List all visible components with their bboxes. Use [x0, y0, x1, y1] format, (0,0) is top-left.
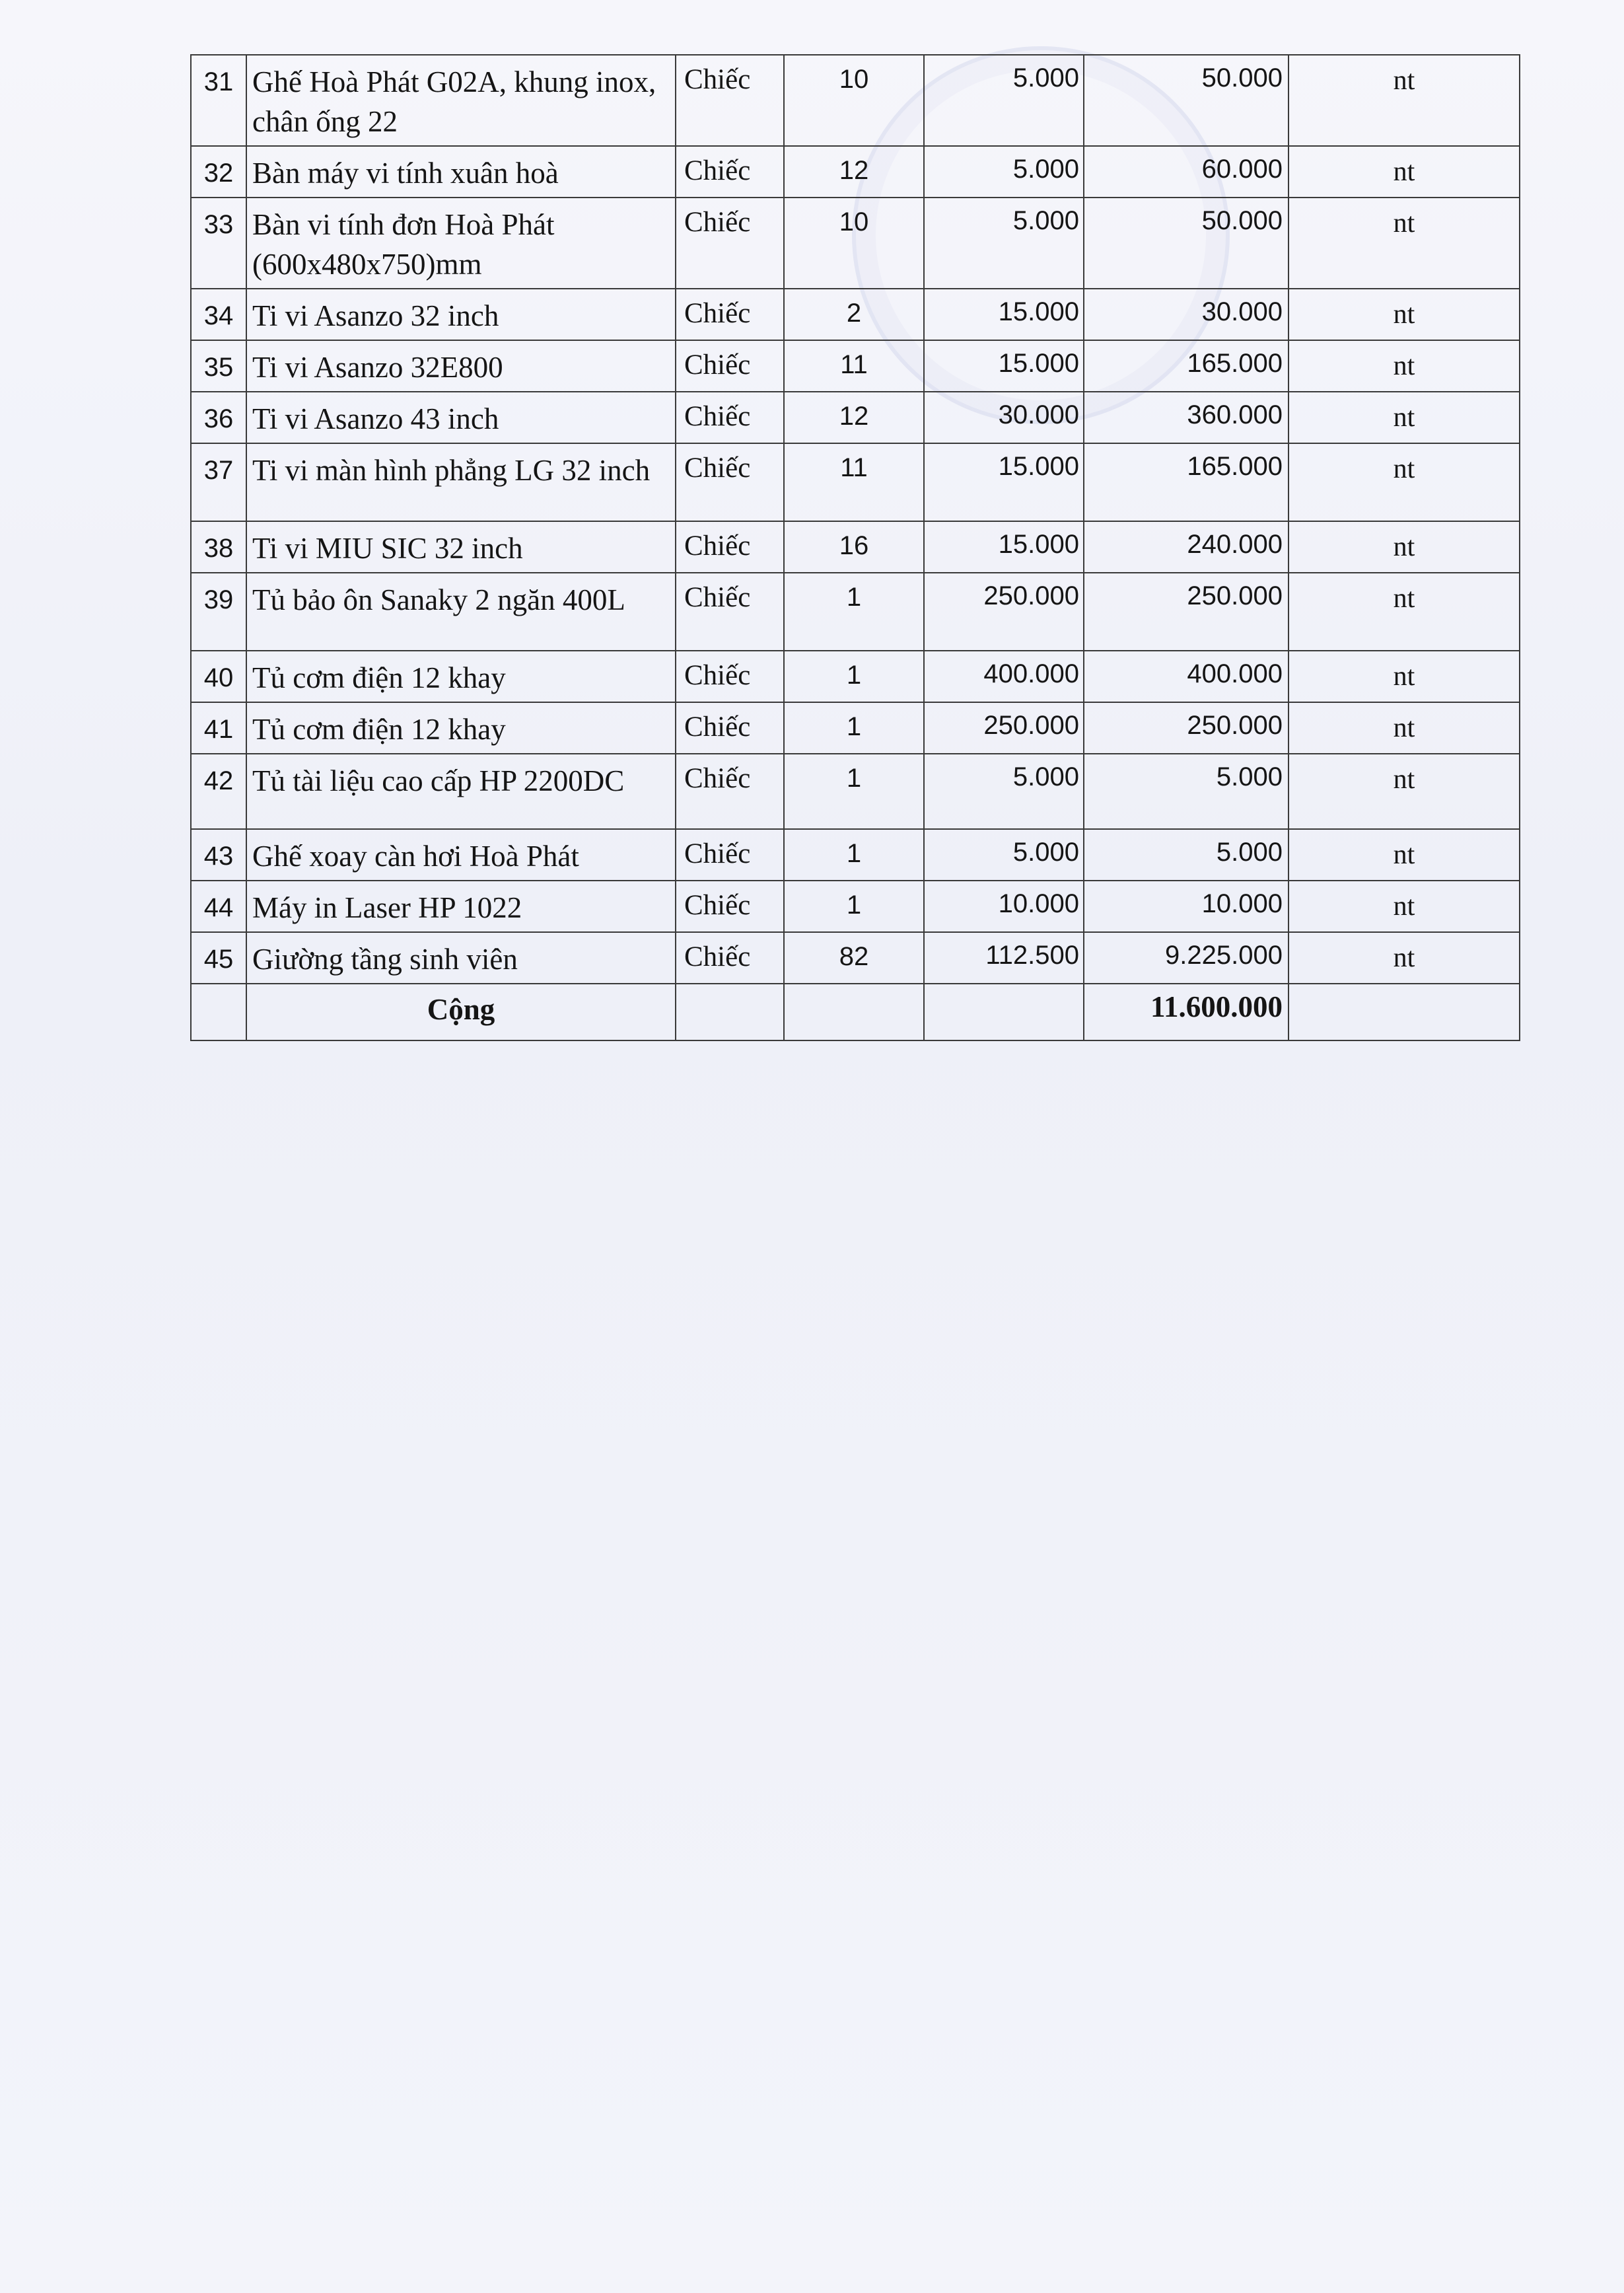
item-name: Bàn máy vi tính xuân hoà — [246, 146, 676, 198]
item-unit: Chiếc — [676, 340, 784, 392]
item-unit: Chiếc — [676, 651, 784, 702]
item-unit: Chiếc — [676, 392, 784, 443]
item-quantity: 10 — [784, 198, 924, 289]
item-unit-price: 5.000 — [924, 146, 1084, 198]
item-unit: Chiếc — [676, 289, 784, 340]
item-quantity: 1 — [784, 702, 924, 754]
item-unit: Chiếc — [676, 146, 784, 198]
item-note: nt — [1289, 198, 1520, 289]
item-unit: Chiếc — [676, 754, 784, 829]
item-unit: Chiếc — [676, 521, 784, 573]
item-total: 165.000 — [1084, 443, 1289, 521]
item-unit-price: 15.000 — [924, 521, 1084, 573]
total-qty-cell — [784, 984, 924, 1040]
total-label: Cộng — [246, 984, 676, 1040]
item-quantity: 11 — [784, 340, 924, 392]
item-note: nt — [1289, 881, 1520, 932]
item-name: Ti vi Asanzo 43 inch — [246, 392, 676, 443]
table-row — [191, 702, 1520, 754]
table-row — [191, 881, 1520, 932]
item-quantity: 1 — [784, 754, 924, 829]
row-number: 40 — [191, 651, 246, 702]
row-number: 42 — [191, 754, 246, 829]
row-number: 38 — [191, 521, 246, 573]
table-row — [191, 932, 1520, 984]
items-table-body — [191, 55, 1520, 984]
item-unit-price: 400.000 — [924, 651, 1084, 702]
total-price-cell — [924, 984, 1084, 1040]
item-unit: Chiếc — [676, 881, 784, 932]
item-total: 250.000 — [1084, 573, 1289, 651]
item-quantity: 2 — [784, 289, 924, 340]
item-total: 60.000 — [1084, 146, 1289, 198]
item-total: 360.000 — [1084, 392, 1289, 443]
item-quantity: 1 — [784, 881, 924, 932]
item-unit: Chiếc — [676, 443, 784, 521]
item-unit: Chiếc — [676, 573, 784, 651]
item-total: 250.000 — [1084, 702, 1289, 754]
item-note: nt — [1289, 573, 1520, 651]
item-total: 10.000 — [1084, 881, 1289, 932]
item-quantity: 10 — [784, 55, 924, 146]
item-unit-price: 5.000 — [924, 754, 1084, 829]
item-total: 50.000 — [1084, 198, 1289, 289]
item-unit-price: 30.000 — [924, 392, 1084, 443]
total-unit-cell — [676, 984, 784, 1040]
item-unit-price: 250.000 — [924, 702, 1084, 754]
table-row — [191, 340, 1520, 392]
total-note-cell — [1289, 984, 1520, 1040]
table-row — [191, 146, 1520, 198]
row-number: 45 — [191, 932, 246, 984]
item-total: 9.225.000 — [1084, 932, 1289, 984]
row-number: 37 — [191, 443, 246, 521]
total-row — [191, 984, 1520, 1040]
item-unit-price: 15.000 — [924, 340, 1084, 392]
item-note: nt — [1289, 932, 1520, 984]
item-note: nt — [1289, 702, 1520, 754]
row-number: 36 — [191, 392, 246, 443]
row-number: 39 — [191, 573, 246, 651]
item-quantity: 12 — [784, 392, 924, 443]
table-row — [191, 443, 1520, 521]
item-name: Ghế Hoà Phát G02A, khung inox, chân ống 22 — [246, 55, 676, 146]
item-quantity: 82 — [784, 932, 924, 984]
item-total: 30.000 — [1084, 289, 1289, 340]
table-row — [191, 573, 1520, 651]
item-name: Ti vi Asanzo 32 inch — [246, 289, 676, 340]
item-name: Ti vi Asanzo 32E800 — [246, 340, 676, 392]
table-row — [191, 289, 1520, 340]
item-name: Tủ bảo ôn Sanaky 2 ngăn 400L — [246, 573, 676, 651]
item-quantity: 1 — [784, 573, 924, 651]
row-number: 43 — [191, 829, 246, 881]
item-unit-price: 15.000 — [924, 443, 1084, 521]
item-total: 5.000 — [1084, 829, 1289, 881]
item-note: nt — [1289, 340, 1520, 392]
item-unit-price: 250.000 — [924, 573, 1084, 651]
item-unit-price: 10.000 — [924, 881, 1084, 932]
item-unit-price: 5.000 — [924, 198, 1084, 289]
item-total: 240.000 — [1084, 521, 1289, 573]
item-name: Ti vi màn hình phẳng LG 32 inch — [246, 443, 676, 521]
item-unit-price: 5.000 — [924, 55, 1084, 146]
item-name: Tủ cơm điện 12 khay — [246, 702, 676, 754]
table-row — [191, 651, 1520, 702]
item-name: Ghế xoay càn hơi Hoà Phát — [246, 829, 676, 881]
item-unit: Chiếc — [676, 932, 784, 984]
item-note: nt — [1289, 392, 1520, 443]
table-row — [191, 521, 1520, 573]
table-row — [191, 754, 1520, 829]
item-unit-price: 5.000 — [924, 829, 1084, 881]
item-note: nt — [1289, 754, 1520, 829]
item-name: Bàn vi tính đơn Hoà Phát (600x480x750)mm — [246, 198, 676, 289]
item-name: Tủ cơm điện 12 khay — [246, 651, 676, 702]
item-quantity: 1 — [784, 829, 924, 881]
item-name: Giường tầng sinh viên — [246, 932, 676, 984]
item-total: 5.000 — [1084, 754, 1289, 829]
item-total: 400.000 — [1084, 651, 1289, 702]
table-row — [191, 392, 1520, 443]
row-number: 35 — [191, 340, 246, 392]
item-note: nt — [1289, 289, 1520, 340]
table-row — [191, 55, 1520, 146]
item-quantity: 11 — [784, 443, 924, 521]
item-note: nt — [1289, 829, 1520, 881]
items-table — [190, 54, 1520, 1041]
total-stt-cell — [191, 984, 246, 1040]
item-quantity: 12 — [784, 146, 924, 198]
item-total: 50.000 — [1084, 55, 1289, 146]
item-name: Máy in Laser HP 1022 — [246, 881, 676, 932]
item-note: nt — [1289, 55, 1520, 146]
total-value: 11.600.000 — [1084, 984, 1289, 1040]
item-quantity: 16 — [784, 521, 924, 573]
row-number: 44 — [191, 881, 246, 932]
item-note: nt — [1289, 146, 1520, 198]
item-note: nt — [1289, 521, 1520, 573]
item-unit-price: 112.500 — [924, 932, 1084, 984]
row-number: 41 — [191, 702, 246, 754]
item-quantity: 1 — [784, 651, 924, 702]
item-note: nt — [1289, 443, 1520, 521]
item-note: nt — [1289, 651, 1520, 702]
table-row — [191, 829, 1520, 881]
row-number: 33 — [191, 198, 246, 289]
item-total: 165.000 — [1084, 340, 1289, 392]
item-unit: Chiếc — [676, 829, 784, 881]
table-row — [191, 198, 1520, 289]
item-name: Ti vi MIU SIC 32 inch — [246, 521, 676, 573]
item-unit: Chiếc — [676, 55, 784, 146]
row-number: 31 — [191, 55, 246, 146]
item-unit: Chiếc — [676, 198, 784, 289]
item-unit-price: 15.000 — [924, 289, 1084, 340]
row-number: 32 — [191, 146, 246, 198]
item-unit: Chiếc — [676, 702, 784, 754]
item-name: Tủ tài liệu cao cấp HP 2200DC — [246, 754, 676, 829]
row-number: 34 — [191, 289, 246, 340]
